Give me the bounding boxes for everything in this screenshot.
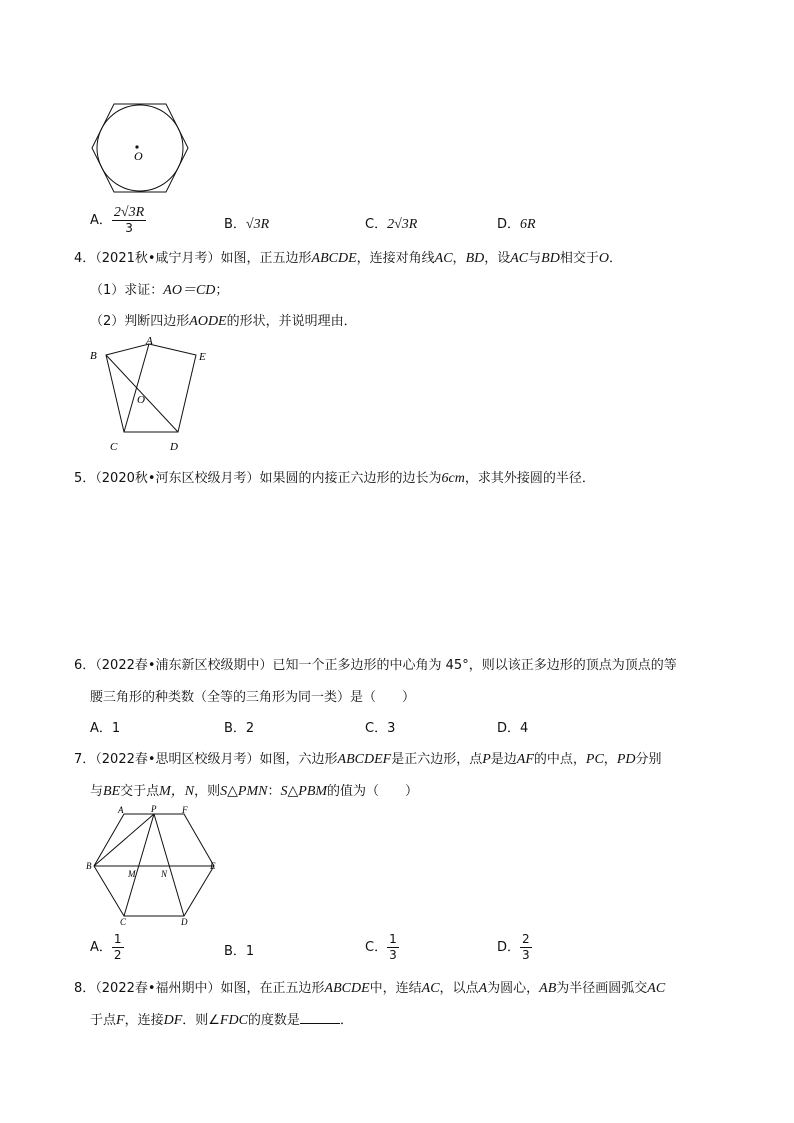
q6-line2: 腰三角形的种类数（全等的三角形为同一类）是（ ） <box>90 690 416 705</box>
q6-line1: 6．（2022春•浦东新区校级期中）已知一个正多边形的中心角为 45°，则以该正多边形的顶点为顶点的等 <box>74 658 677 673</box>
q7-label-a: A <box>118 805 124 815</box>
q8-answer-blank[interactable] <box>300 1013 340 1024</box>
q6-option-b[interactable]: B．2 <box>224 721 255 736</box>
q7-label-p: P <box>151 804 157 814</box>
q4-label-o: O <box>137 394 145 406</box>
q3-hexagon-figure <box>88 100 192 196</box>
q3-hexagon <box>92 104 188 192</box>
q4-label-c: C <box>110 441 118 453</box>
q3-option-d[interactable]: D．6R <box>497 217 536 232</box>
q7-option-c[interactable]: C． $\frac{1}{3}$ <box>365 932 397 962</box>
q4-label-e: E <box>199 351 206 363</box>
q5-stem: 5．（2020秋•河东区校级月考）如果圆的内接正六边形的边长为6cm，求其外接圆的半径． <box>74 471 595 486</box>
q3-option-b[interactable]: B．√3R <box>224 217 270 232</box>
q4-label-a: A <box>146 335 153 347</box>
q7-option-b[interactable]: B．1 <box>224 944 255 959</box>
q7-segment-pb <box>94 814 154 866</box>
q4-label-d: D <box>170 441 178 453</box>
q7-hexagon-figure <box>86 804 224 926</box>
q7-segment-pc <box>124 814 154 916</box>
q7-segment-pd <box>154 814 184 916</box>
q4-pentagon-figure <box>84 332 214 458</box>
q7-label-n: N <box>161 869 168 879</box>
q7-label-d: D <box>181 917 188 926</box>
q7-line2: 与BE交于点M，N，则S△PMN：S△PBM的值为（ ） <box>90 784 419 799</box>
q4-stem: 4．（2021秋•咸宁月考）如图，正五边形ABCDE，连接对角线AC，BD，设AC与BD相交于O． <box>74 251 622 266</box>
q7-option-d[interactable]: D． $\frac{2}{3}$ <box>497 932 530 962</box>
q3-circle <box>97 105 183 191</box>
q6-option-c[interactable]: C．3 <box>365 721 396 736</box>
q4-sub1: （1）求证：AO＝CD； <box>90 283 229 298</box>
q7-label-b: B <box>86 861 92 871</box>
q7-option-a[interactable]: A． $\frac{1}{2}$ <box>90 932 122 962</box>
q7-label-m: M <box>128 869 136 879</box>
q7-hexagon <box>94 814 214 916</box>
q7-label-c: C <box>120 917 127 926</box>
q8-line2: 于点F，连接DF．则∠FDC的度数是 ． <box>90 1013 353 1028</box>
q4-sub2: （2）判断四边形AODE的形状，并说明理由． <box>90 314 357 329</box>
q6-option-d[interactable]: D．4 <box>497 721 529 736</box>
q3-center-label: O <box>134 149 143 163</box>
q3-option-a[interactable]: A． $\frac{2√3R}{3}$ <box>90 205 145 235</box>
q7-label-f: F <box>182 805 188 815</box>
q4-pentagon <box>106 344 196 432</box>
q3-option-a-fraction: $\frac{2√3R}{3}$ <box>113 205 145 235</box>
q7-label-e: E <box>210 861 216 871</box>
q4-label-b: B <box>90 350 97 362</box>
q8-line1: 8．（2022春•福州期中）如图，在正五边形ABCDE中，连结AC，以点A为圆心，AB为半径画圆弧交AC <box>74 981 666 996</box>
q6-option-a[interactable]: A．1 <box>90 721 121 736</box>
q7-line1: 7．（2022春•思明区校级月考）如图，六边形ABCDEF是正六边形，点P是边AF的中点，PC，PD分别 <box>74 752 662 767</box>
q3-option-c[interactable]: C．2√3R <box>365 217 418 232</box>
